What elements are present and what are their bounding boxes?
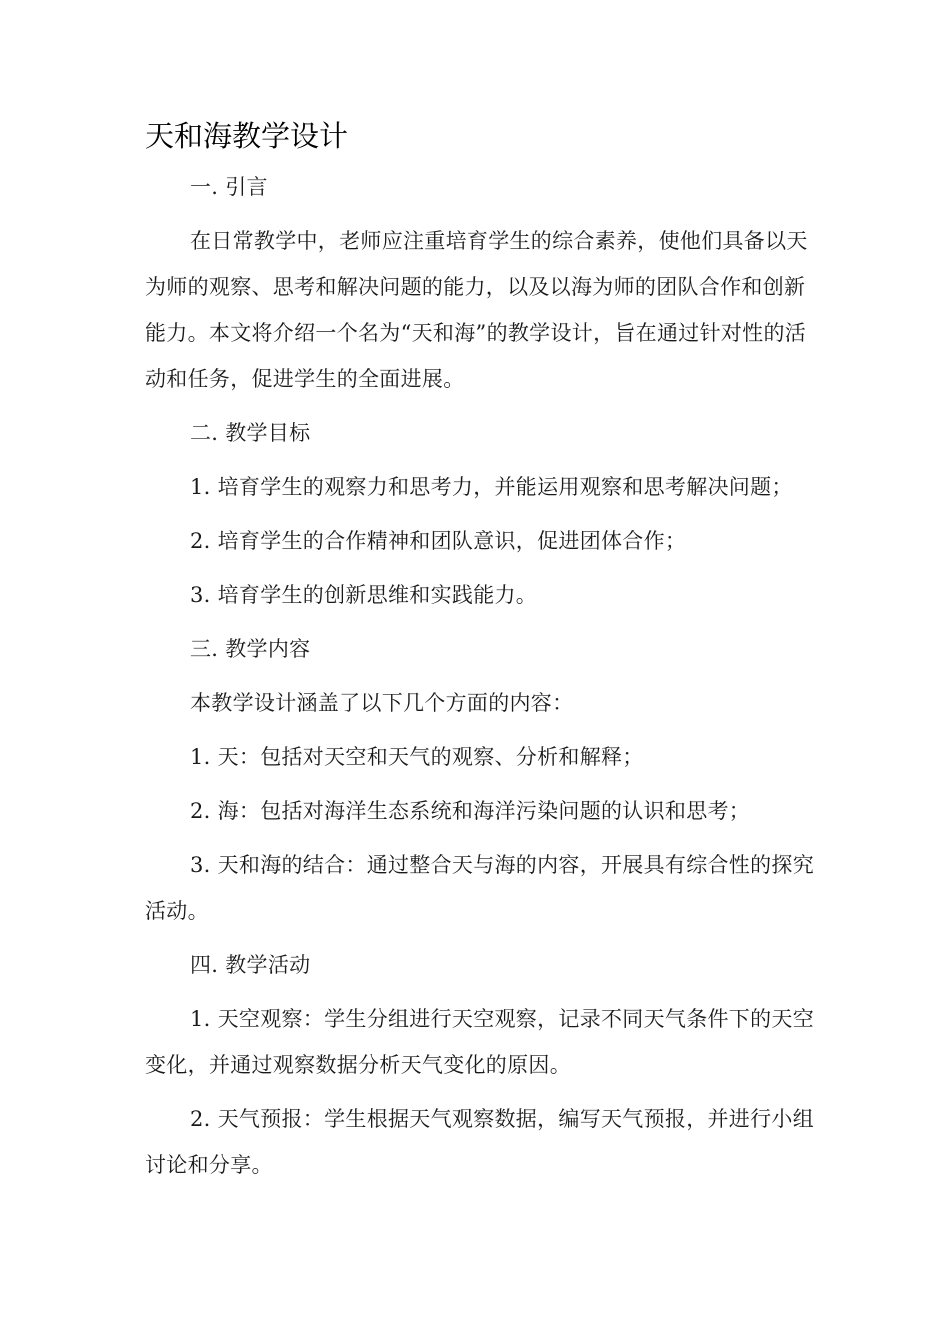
heading-introduction: 一. 引言 [190,175,268,199]
document-body [145,164,815,1196]
paragraph-introduction: 在日常教学中，老师应注重培育学生的综合素养，使他们具备以天为师的观察、思考和解决问题的能力，以及以海为师的团队合作和创新能力。本文将介绍一个名为“天和海”的教学设计，旨在通过针对性的活动和任务，促进学生的全面进展。 [145,229,808,391]
content-item-3: 3. 天和海的结合：通过整合天与海的内容，开展具有综合性的探究活动。 [145,853,815,923]
content-intro: 本教学设计涵盖了以下几个方面的内容： [190,691,574,715]
heading-teaching-goals: 二. 教学目标 [190,421,311,445]
goal-item-3: 3. 培育学生的创新思维和实践能力。 [190,583,538,607]
activity-item-2: 2. 天气预报：学生根据天气观察数据，编写天气预报，并进行小组讨论和分享。 [145,1107,815,1177]
goal-item-2: 2. 培育学生的合作精神和团队意识，促进团体合作； [190,529,687,553]
activity-item-1: 1. 天空观察：学生分组进行天空观察，记录不同天气条件下的天空变化，并通过观察数据分析天气变化的原因。 [145,1007,815,1077]
content-item-2: 2. 海：包括对海洋生态系统和海洋污染问题的认识和思考； [190,799,751,823]
heading-teaching-activities: 四. 教学活动 [190,953,311,977]
document-title: 天和海教学设计 [145,119,349,153]
goal-item-1: 1. 培育学生的观察力和思考力，并能运用观察和思考解决问题； [190,475,793,499]
heading-teaching-content: 三. 教学内容 [190,637,311,661]
content-item-1: 1. 天：包括对天空和天气的观察、分析和解释； [190,745,644,769]
